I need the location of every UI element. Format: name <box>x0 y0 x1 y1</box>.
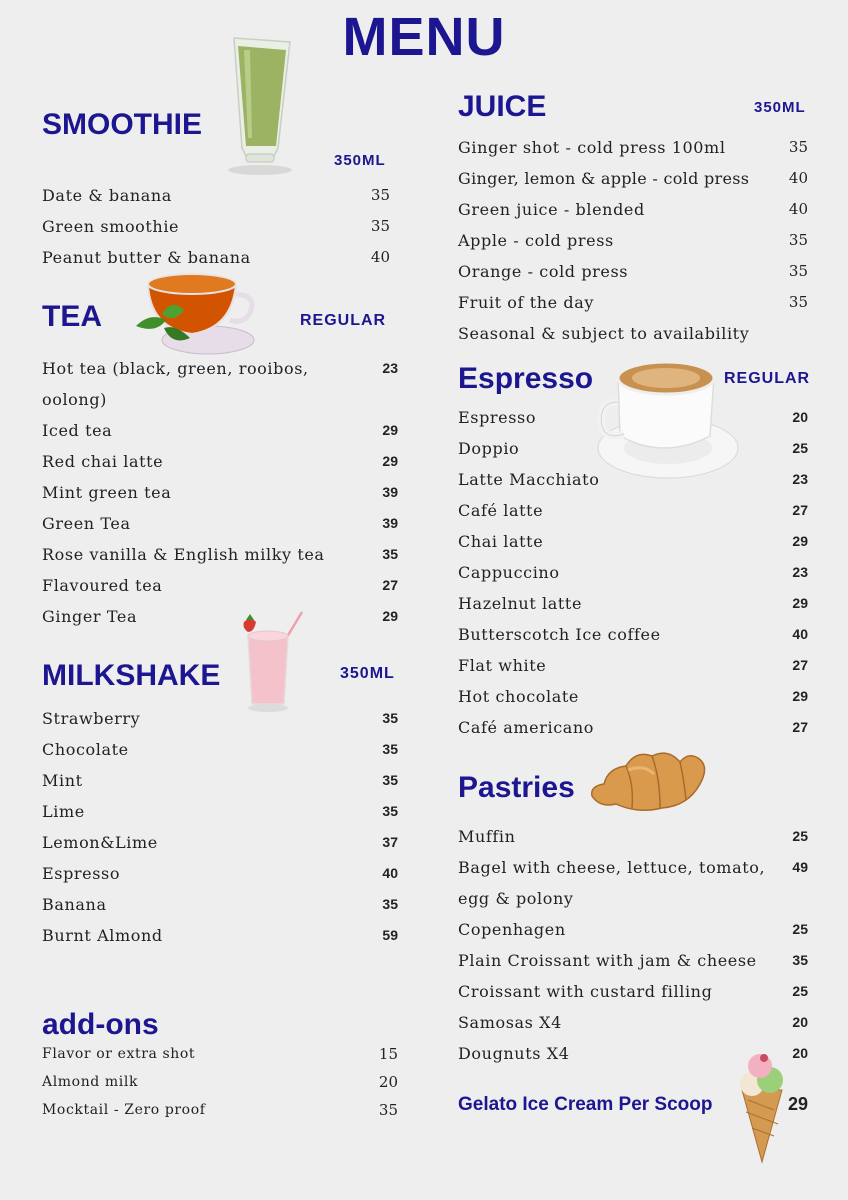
list-item: Mint green tea 39 <box>42 483 398 502</box>
list-item: Café latte 27 <box>458 501 808 520</box>
list-item: Burnt Almond 59 <box>42 926 398 945</box>
croissant-icon <box>588 744 712 816</box>
list-item: Almond milk 20 <box>42 1073 398 1091</box>
list-item: Bagel with cheese, lettuce, tomato, egg & polony 49 <box>458 858 808 908</box>
list-item: Ginger shot - cold press 100ml 35 <box>458 138 808 157</box>
list-item: Copenhagen 25 <box>458 920 808 939</box>
list-item: Flat white 27 <box>458 656 808 675</box>
milkshake-glass-icon <box>240 608 310 716</box>
milkshake-size: 350ML <box>340 665 395 682</box>
list-item: Lemon&Lime 37 <box>42 833 398 852</box>
gelato-price: 29 <box>787 1094 808 1114</box>
addons-list <box>42 1040 398 1124</box>
tea-list <box>42 353 398 632</box>
pastries-heading: Pastries <box>458 771 575 804</box>
list-item: Espresso 20 <box>458 408 808 427</box>
list-item: Café americano 27 <box>458 718 808 737</box>
list-item: Butterscotch Ice coffee 40 <box>458 625 808 644</box>
smoothie-list <box>42 180 390 273</box>
smoothie-heading: SMOOTHIE <box>42 108 203 141</box>
list-item: Date & banana 35 <box>42 186 390 205</box>
espresso-heading: Espresso <box>458 362 594 395</box>
list-item: Hot tea (black, green, rooibos, oolong) 23 <box>42 359 398 409</box>
list-item: Doppio 25 <box>458 439 808 458</box>
list-item: Latte Macchiato 23 <box>458 470 808 489</box>
list-item: Orange - cold press 35 <box>458 262 808 281</box>
milkshake-heading: MILKSHAKE <box>42 659 221 692</box>
list-item: Chai latte 29 <box>458 532 808 551</box>
list-item: Green Tea 39 <box>42 514 398 533</box>
tea-size: REGULAR <box>300 312 387 329</box>
espresso-size: REGULAR <box>724 370 811 387</box>
page-title: MENU <box>342 7 506 67</box>
list-item: Apple - cold press 35 <box>458 231 808 250</box>
list-item: Hot chocolate 29 <box>458 687 808 706</box>
milkshake-list <box>42 703 398 951</box>
smoothie-glass-icon <box>220 28 300 178</box>
list-item: Fruit of the day 35 <box>458 293 808 312</box>
gelato-label: Gelato Ice Cream Per Scoop <box>458 1094 713 1115</box>
list-item: Ginger, lemon & apple - cold press 40 <box>458 169 808 188</box>
list-item: Cappuccino 23 <box>458 563 808 582</box>
list-item: Lime 35 <box>42 802 398 821</box>
juice-size: 350ML <box>754 99 806 116</box>
ice-cream-cone-icon <box>736 1050 788 1166</box>
list-item: Flavoured tea 27 <box>42 576 398 595</box>
list-item: Espresso 40 <box>42 864 398 883</box>
smoothie-size: 350ML <box>334 152 386 169</box>
list-item: Plain Croissant with jam & cheese 35 <box>458 951 808 970</box>
list-item: Red chai latte 29 <box>42 452 398 471</box>
coffee-cup-icon <box>594 356 740 486</box>
list-item: Muffin 25 <box>458 827 808 846</box>
list-item: Banana 35 <box>42 895 398 914</box>
list-item: Chocolate 35 <box>42 740 398 759</box>
list-item: Ginger Tea 29 <box>42 607 398 626</box>
juice-heading: JUICE <box>458 90 547 123</box>
juice-list <box>458 132 808 349</box>
list-item: Flavor or extra shot 15 <box>42 1045 398 1063</box>
list-item: Hazelnut latte 29 <box>458 594 808 613</box>
list-item: Mocktail - Zero proof 35 <box>42 1101 398 1119</box>
juice-note: Seasonal & subject to availability <box>458 324 750 343</box>
tea-heading: TEA <box>42 300 102 333</box>
list-item: Samosas X4 20 <box>458 1013 808 1032</box>
list-item: Iced tea 29 <box>42 421 398 440</box>
list-item: Croissant with custard filling 25 <box>458 982 808 1001</box>
addons-heading: add-ons <box>42 1008 159 1041</box>
pastries-list <box>458 821 808 1069</box>
tea-cup-icon <box>132 262 264 362</box>
list-item: Rose vanilla & English milky tea 35 <box>42 545 398 564</box>
list-item: Green juice - blended 40 <box>458 200 808 219</box>
list-item: Peanut butter & banana 40 <box>42 248 390 267</box>
list-item: Mint 35 <box>42 771 398 790</box>
list-item: Green smoothie 35 <box>42 217 390 236</box>
list-item: Strawberry 35 <box>42 709 398 728</box>
list-item: Dougnuts X4 20 <box>458 1044 808 1063</box>
